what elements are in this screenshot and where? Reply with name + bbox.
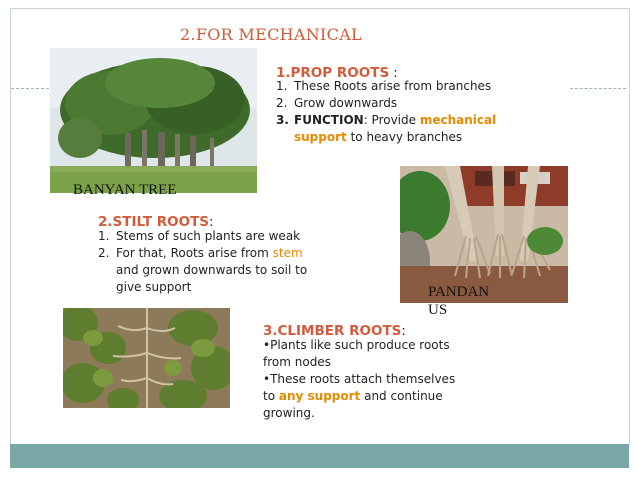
list-text: give support (116, 280, 192, 294)
list-item (276, 78, 516, 95)
page-title: 2.FOR MECHANICAL (180, 25, 362, 44)
climber-roots-colon: : (401, 324, 406, 339)
function-label: FUNCTION (294, 113, 364, 127)
function-text-end: to heavy branches (346, 130, 463, 144)
list-text: For that, Roots arise from (116, 246, 273, 260)
list-number: 1. (276, 79, 288, 93)
highlight-support: support (294, 130, 347, 144)
pandanus-caption (428, 283, 489, 319)
list-text: to (263, 389, 279, 403)
list-item-continued: from nodes (263, 355, 331, 369)
list-item-continued (98, 262, 338, 279)
list-text: and grown downwards to soil to (116, 263, 308, 277)
highlight-any-support: any support (278, 389, 361, 403)
list-number: 2. (276, 96, 288, 110)
highlight-mechanical: mechanical (419, 113, 497, 127)
list-item (276, 112, 516, 129)
divider-right (570, 88, 626, 89)
list-item: •These roots attach themselves (263, 372, 456, 386)
prop-roots-list (276, 78, 516, 146)
pandanus-caption-line1: PANDAN (428, 284, 490, 300)
list-text: and continue (360, 389, 443, 403)
divider-left (11, 88, 49, 89)
list-item (276, 95, 516, 112)
list-text: Grow downwards (294, 96, 398, 110)
banyan-tree-photo (50, 48, 257, 193)
list-number: 1. (98, 229, 110, 243)
list-number: 3. (276, 113, 289, 127)
climber-roots-photo (63, 308, 230, 408)
list-item-continued: growing. (263, 406, 315, 420)
list-item (98, 228, 338, 245)
footer-bar (10, 444, 629, 468)
list-number: 2. (98, 246, 110, 260)
banyan-tree-caption: BANYAN TREE (73, 182, 177, 198)
highlight-stem: stem (272, 246, 303, 260)
list-item-continued (263, 388, 473, 405)
function-text: : Provide (363, 113, 420, 127)
climber-roots-title: 3.CLIMBER ROOTS (263, 323, 402, 339)
pandanus-caption-line2: US (428, 302, 448, 318)
prop-roots-title: 1.PROP ROOTS (276, 65, 390, 81)
list-item-continued (276, 129, 516, 146)
stilt-roots-title: 2.STILT ROOTS (98, 214, 210, 230)
list-text: These Roots arise from branches (294, 79, 492, 93)
stilt-roots-list (98, 228, 338, 296)
prop-roots-colon: : (389, 66, 398, 81)
stilt-roots-colon: : (209, 215, 214, 230)
list-text: Stems of such plants are weak (116, 229, 301, 243)
list-item-continued (98, 279, 338, 296)
climber-roots-list (263, 337, 473, 422)
list-item (98, 245, 338, 262)
list-item: •Plants like such produce roots (263, 338, 450, 352)
